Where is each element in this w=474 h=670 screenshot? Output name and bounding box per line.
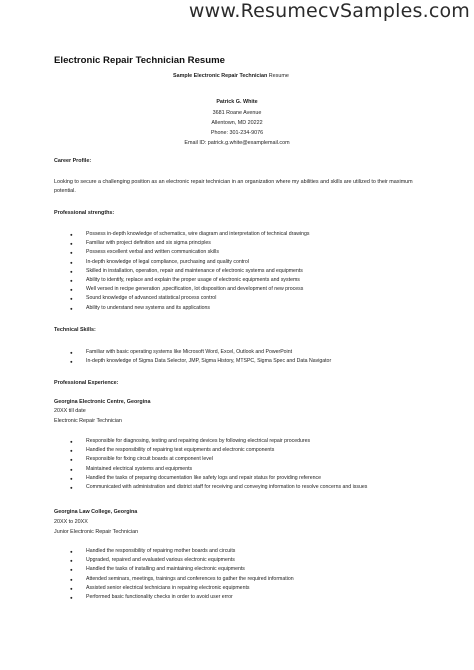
technical-skills-heading: Technical Skills: (54, 327, 96, 333)
list-item: ● Responsible for diagnosing, testing and repairing devices by following electrical repair procedures (70, 437, 367, 446)
career-profile-heading: Career Profile: (54, 158, 92, 164)
subtitle-rest: Resume (267, 73, 289, 79)
strengths-heading: Professional strengths: (54, 210, 115, 216)
experience-heading: Professional Experience: (54, 380, 119, 386)
list-item: ● Assisted senior electrical technicians in repairing electronic equipments (70, 584, 294, 593)
list-item: ● Well versed in recipe generation ,specification, lot disposition and development of new process (70, 285, 309, 294)
job-org: Georgina Law College, Georgina (54, 509, 138, 515)
list-item: ● Performed basic functionality checks in order to avoid user error (70, 593, 294, 602)
list-item: ● Handled the tasks of installing and maintaining electronic equipments (70, 565, 294, 574)
job-duties-list (70, 547, 294, 602)
contact-street: 3681 Roane Avenue (212, 110, 262, 116)
contact-email: Email ID: patrick.g.white@examplemail.com (184, 140, 290, 146)
job-org: Georgina Electronic Centre, Georgina (54, 399, 151, 405)
list-item: ● In-depth knowledge of legal compliance, purchasing and quality control (70, 258, 309, 267)
list-item: ● Possess excellent verbal and written communication skills (70, 248, 309, 257)
list-item: ● Ability to identify, replace and explain the proper usage of electronic equipments and systems (70, 276, 309, 285)
list-item: ● In-depth knowledge of Sigma Data Selector, JMP, Sigma History, MTSPC, Sigma Spec and Data Navigator (70, 357, 331, 366)
watermark: www.ResumecvSamples.com (188, 0, 470, 22)
list-item: ● Familiar with project definition and six sigma principles (70, 239, 309, 248)
list-item: ● Handled the responsibility of repairing mother boards and circuits (70, 547, 294, 556)
career-profile-text: Looking to secure a challenging position as an electronic repair technician in an organization where my abilities and skills are utilized to their maximum potential. (54, 179, 413, 194)
contact-phone: Phone: 301-234-9076 (210, 130, 264, 136)
contact-name: Patrick G. White (216, 99, 258, 105)
subtitle-bold: Sample Electronic Repair Technician (173, 73, 268, 79)
technical-skills-list (70, 348, 331, 366)
resume-title: Electronic Repair Technician Resume (54, 55, 225, 66)
job-role: Junior Electronic Repair Technician (54, 529, 139, 535)
job-duties-list (70, 437, 367, 492)
job-dates: 20XX to 20XX (54, 519, 88, 525)
contact-city: Allentown, MD 20222 (211, 120, 263, 126)
job-dates: 20XX till date (54, 408, 86, 414)
list-item: ● Handled the responsibility of repairing test equipments and electronic components (70, 446, 367, 455)
list-item: ● Communicated with administration and district staff for receiving and conveying information to resolve concerns and issues (70, 483, 367, 492)
list-item: ● Responsible for fixing circuit boards at component level (70, 455, 367, 464)
list-item: ● Handled the tasks of preparing documentation like safety logs and repair status for providing reference (70, 474, 367, 483)
list-item: ● Familiar with basic operating systems like Microsoft Word, Excel, Outlook and PowerPoint (70, 348, 331, 357)
list-item: ● Possess in-depth knowledge of schematics, wire diagram and interpretation of technical drawings (70, 230, 309, 239)
list-item: ● Skilled in installation, operation, repair and maintenance of electronic systems and equipments (70, 267, 309, 276)
list-item: ● Upgraded, repaired and evaluated various electronic equipments (70, 556, 294, 565)
strengths-list (70, 230, 309, 313)
resume-subtitle (173, 73, 289, 79)
list-item: ● Sound knowledge of advanced statistical process control (70, 294, 309, 303)
list-item: ● Ability to understand new systems and its applications (70, 304, 309, 313)
list-item: ● Attended seminars, meetings, trainings and conferences to gather the required information (70, 575, 294, 584)
job-role: Electronic Repair Technician (54, 418, 122, 424)
list-item: ● Maintained electrical systems and equipments (70, 465, 367, 474)
